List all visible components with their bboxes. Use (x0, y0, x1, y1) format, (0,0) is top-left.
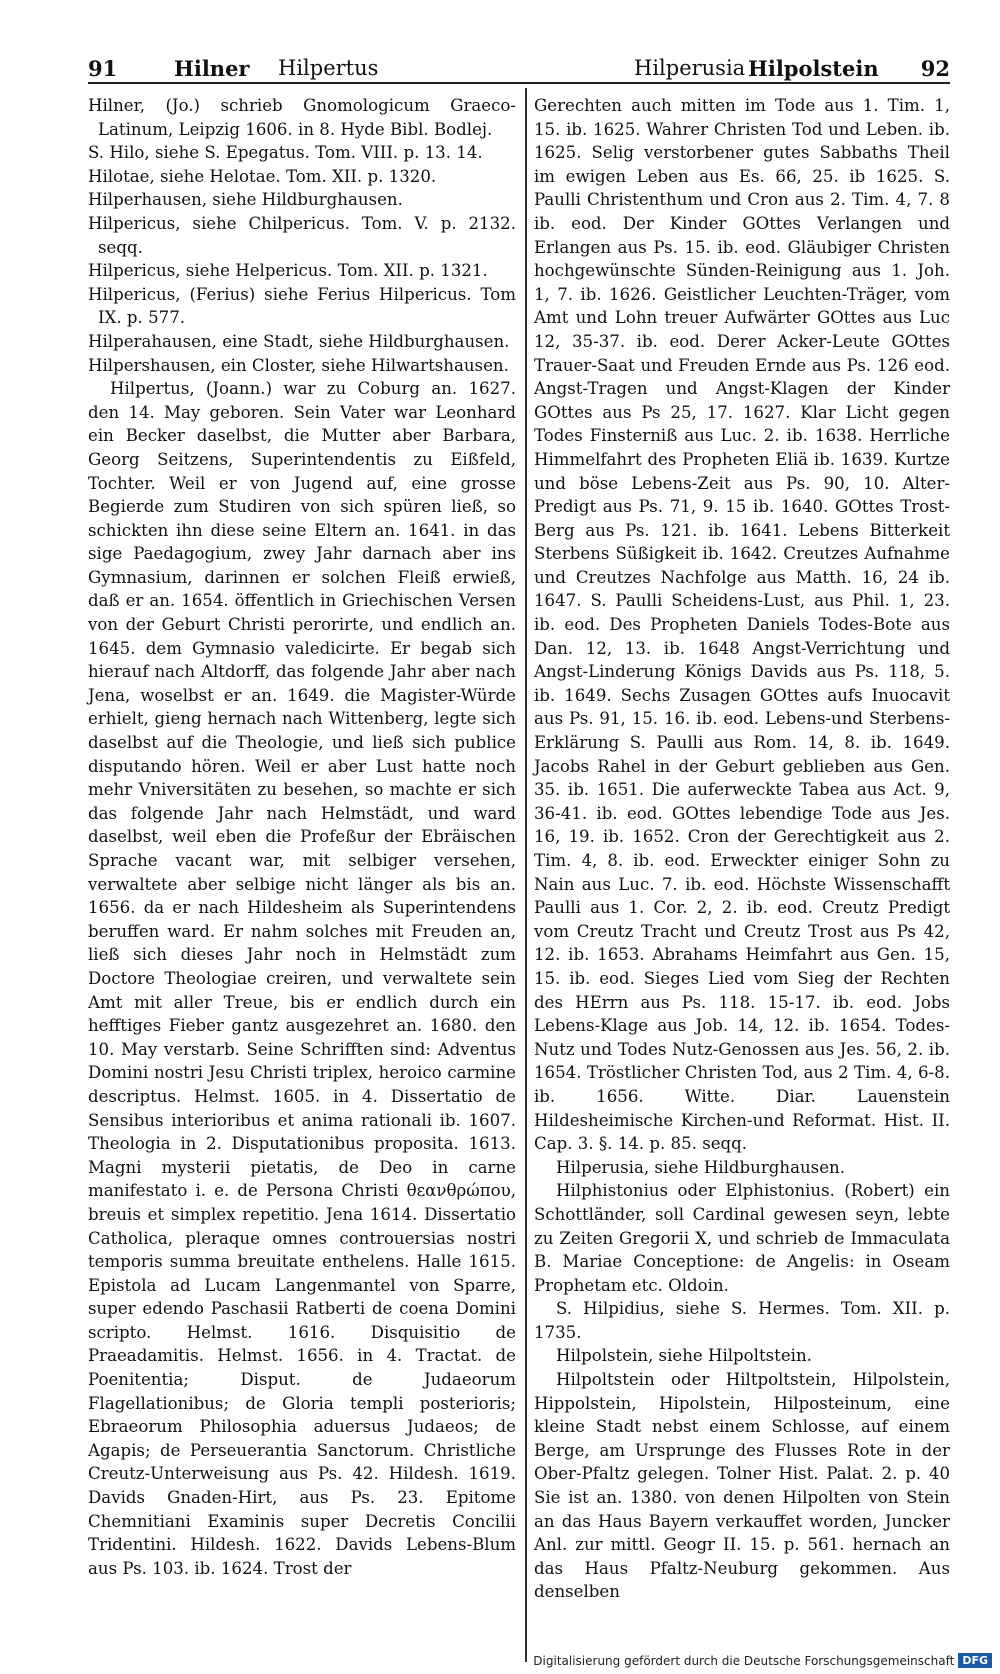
entry-hilotae: Hilotae, siehe Helotae. Tom. XII. p. 1320. (88, 166, 437, 186)
running-headword-left-1: Hilner (174, 56, 250, 81)
dfg-logo: DFG (958, 1653, 992, 1668)
entry-hilpertus: Hilpertus, (Joann.) war zu Coburg an. 1627. den 14. May geboren. Sein Vater war Leonhard ein Becker daselbst, die Mutter aber Barbara, Georg Seitzens, Superintendentis zu Eißfeld, Tochter. Weil er von Jugend auf, eine grosse Begierde zum Studiren von sich spüren ließ, so schickten ihn diese seine Eltern an. 1641. in das sige Paedagogium, zwey Jahr darnach aber ins Gymnasium, darinnen er solchen Fleiß erwieß, daß er an. 1654. öffentlich in Griechischen Versen von der Geburt Christi perorirte, und endlich an. 1645. dem Gymnasio valedicirte. Er begab sich hierauf nach Altdorff, das folgende Jahr aber nach Jena, woselbst er an. 1649. die Magister-Würde erhielt, gieng hernach nach Wittenberg, legte sich daselbst auf die Theologie, und ließ sich publice disputando hören. Weil er aber Lust hatte noch mehr Vniversitäten zu besehen, so machte er sich das folgende Jahr nach Helmstädt, und ward daselbst, weil eben die Profeßur der Ebräischen Sprache vacant war, mit selbiger versehen, verwaltete aber selbige nicht länger als bis an. 1656. da er nach Hildesheim als Superintendens beruffen ward. Er nahm solches mit Freuden an, ließ sich dieses Jahr noch in Helmstädt zum Doctore Theologiae creiren, und verwaltete sein Amt mit aller Treue, bis er endlich durch ein hefftiges Fieber gantz ausgezehret an. 1680. den 10. May verstarb. Seine Schrifften sind: Adventus Domini nostri Jesu Christi triplex, heroico carmine descriptus. Helmst. 1605. in 4. Dissertatio de Sensibus interioribus et anima rationali ib. 1607. Theologia in 2. Disputationibus proposita. 1613. Magni mysterii pietatis, de Deo in carne manifestato i. e. de Persona Christi θεανθρώπου, breuis et simplex repetitio. Jena 1614. Dissertatio Catholica, pleraque omnes controuersias nostri temporis summa breuitate enthelens. Halle 1615. Epistola ad Lucam Langenmantel von Sparre, super edendo Paschasii Ratberti de coena Domini scripto. Helmst. 1616. Disquisitio de Praeadamitis. Helmst. 1656. in 4. Tractat. de Poenitentia; Disput. de Judaeorum Flagellationibus; de Gloria templi posterioris; Ebraeorum Philosophia aduersus Judaeos; de Agapis; de Perseuerantia Sanctorum. Christliche Creutz-Unterweisung aus Ps. 42. Hildesh. 1619. Davids Gnaden-Hirt, aus Ps. 23. Epitome Chemnitiani Examinis super Decretis Concilii Tridentini. Hildesh. 1622. Davids Lebens-Blum aus Ps. 103. ib. 1624. Trost der (88, 379, 516, 1578)
page-number-left: 91 (88, 56, 118, 81)
entry-hilperhausen: Hilperhausen, siehe Hildburghausen. (88, 190, 403, 210)
running-headword-left-2: Hilpertus (278, 56, 379, 80)
footer-credit-text: Digitalisierung gefördert durch die Deutsche Forschungsgemeinschaft (533, 1653, 955, 1668)
entry-hilner: Hilner, (Jo.) schrieb Gnomologicum Graeco-Latinum, Leipzig 1606. in 8. Hyde Bibl. Bodlej. (88, 96, 516, 139)
entry-hilpershausen: Hilpershausen, ein Closter, siehe Hilwartshausen. (88, 355, 509, 375)
column-divider (525, 88, 527, 1662)
entry-hilpericus-ferius: Hilpericus, (Ferius) siehe Ferius Hilpericus. Tom IX. p. 577. (88, 284, 516, 328)
entry-hilpolstein: Hilpolstein, siehe Hilpoltstein. (556, 1346, 812, 1366)
entry-hilpertus-continued: Gerechten auch mitten im Tode aus 1. Tim. 1, 15. ib. 1625. Wahrer Christen Tod und Leben. ib. 1625. Selig verstorbener gutes Sabbaths Theil im ewigen Leben aus Es. 66, 25. ib 1625. S. Paulli Christenthum und Cron aus 2. Tim. 4, 7. 8 ib. eod. Der Kinder GOttes Verlangen und Erlangen aus Ps. 15. ib. eod. Gläubiger Christen hochgewünschte Sünden-Reinigung aus 1. Joh. 1, 7. ib. 1626. Geistlicher Leuchten-Träger, vom Amt und Lohn treuer Aufwärter GOttes aus Luc 12, 35-37. ib. eod. Derer Acker-Leute GOttes Trauer-Saat und Freuden Ernde aus Ps. 126 eod. Angst-Tragen und Angst-Klagen der Kinder GOttes aus Ps 25, 17. 1627. Klar Licht gegen Todes Finsterniß aus Luc. 2. ib. 1638. Herrliche Himmelfahrt des Propheten Eliä ib. 1639. Kurtze und böse Lebens-Zeit aus Ps. 90, 10. Alter-Predigt aus Ps. 71, 9. 15 ib. 1640. GOttes Trost-Berg aus Ps. 121. ib. 1641. Lebens Bitterkeit Sterbens Süßigkeit ib. 1642. Creutzes Aufnahme und Creutzes Nachfolge aus Matth. 16, 24 ib. 1647. S. Paulli Scheidens-Lust, aus Phil. 1, 23. ib. eod. Des Propheten Daniels Todes-Bote aus Dan. 12, 13. ib. 1648 Angst-Verrichtung und Angst-Linderung Königs Davids aus Ps. 118, 5. ib. 1649. Sechs Zusagen GOttes aufs Inuocavit aus Ps. 91, 15. 16. ib. eod. Lebens-und Sterbens-Erklärung S. Paulli aus Rom. 14, 8. ib. 1649. Jacobs Rahel in der Geburt geblieben aus Gen. 35. ib. 1651. Die auferweckte Tabea aus Act. 9, 36-41. ib. eod. GOttes lebendige Tode aus Jes. 16, 19. ib. 1652. Cron der Gerechtigkeit aus 2. Tim. 4, 8. ib. eod. Erweckter einiger Sohn zu Nain aus Luc. 7. ib. eod. Höchste Wissenschafft Paulli aus 1. Cor. 2, 2. ib. eod. Creutz Predigt vom Creutz Tracht und Creutz Trost aus Ps 42, 12. ib. 1653. Abrahams Heimfahrt aus Gen. 15, 15. ib. eod. Sieges Lied vom Sieg der Rechten des HErrn aus Ps. 118. 15-17. ib. eod. Jobs Lebens-Klage aus Job. 14, 12. ib. 1654. Todes-Nutz und Todes Nutz-Genossen aus Jes. 56, 2. ib. 1654. Tröstlicher Christen Tod, aus 2 Tim. 4, 6-8. ib. 1656. Witte. Diar. Lauenstein Hildesheimische Kirchen-und Reformat. Hist. II. Cap. 3. §. 14. p. 85. seqq. (534, 96, 950, 1154)
right-column (534, 94, 950, 1604)
entry-hilphistonius: Hilphistonius oder Elphistonius. (Robert) ein Schottländer, soll Cardinal gewesen seyn, lebte zu Zeiten Gregorii X, und schrieb de Immaculata B. Mariae Conceptione: de Angelis: in Oseam Prophetam etc. Oldoin. (534, 1181, 950, 1295)
header-rule (88, 82, 950, 84)
entry-hilperusia: Hilperusia, siehe Hildburghausen. (556, 1157, 845, 1177)
entry-s-hilpidius: S. Hilpidius, siehe S. Hermes. Tom. XII. p. 1735. (534, 1299, 950, 1342)
entry-hilpoltstein: Hilpoltstein oder Hiltpoltstein, Hilpolstein, Hippolstein, Hipolstein, Hilposteinum, eine kleine Stadt nebst einem Schlosse, auf einem Berge, am Ursprunge des Flusses Rote in der Ober-Pfaltz gelegen. Tolner Hist. Palat. 2. p. 40 Sie ist an. 1380. von denen Hilpolten von Stein an das Haus Bayern verkauffet worden, Juncker Anl. zur mittl. Geogr II. 15. p. 561. hernach an das Haus Pfaltz-Neuburg gekommen. Aus denselben (534, 1370, 950, 1602)
page-number-right: 92 (920, 56, 950, 81)
entry-hilpericus-2: Hilpericus, siehe Helpericus. Tom. XII. p. 1321. (88, 261, 488, 281)
running-headword-right-1: Hilperusia (634, 56, 746, 80)
entry-hilperahausen: Hilperahausen, eine Stadt, siehe Hildburghausen. (88, 331, 510, 351)
digitization-footer (533, 1653, 992, 1668)
entry-s-hilo: S. Hilo, siehe S. Epegatus. Tom. VIII. p. 13. 14. (88, 143, 483, 163)
entry-hilpericus-1: Hilpericus, siehe Chilpericus. Tom. V. p. 2132. seqq. (88, 213, 516, 257)
page-header (88, 50, 950, 86)
running-headword-right-2: Hilpolstein (748, 56, 879, 81)
left-column (88, 94, 516, 1580)
